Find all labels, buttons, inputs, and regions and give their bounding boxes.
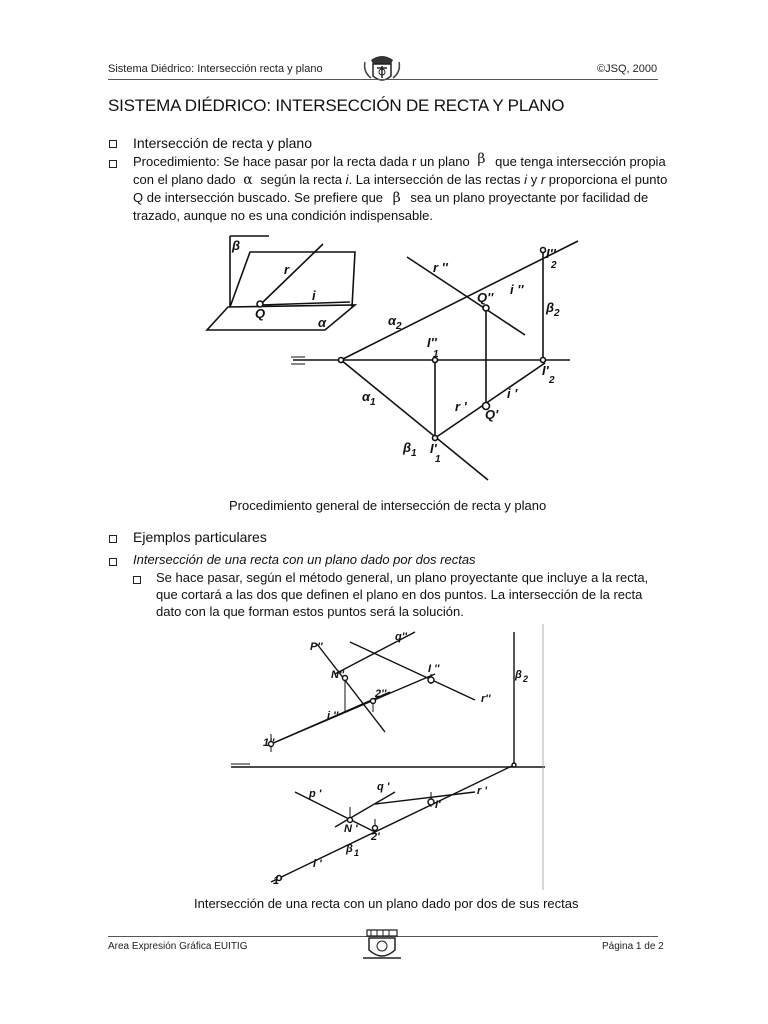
- fig1-I2right: I': [542, 363, 549, 378]
- figure1-caption: Procedimiento general de intersección de recta y plano: [229, 498, 547, 513]
- fig2-i2: i '': [327, 710, 339, 722]
- fig1-I1bot-sub: 1: [435, 454, 441, 465]
- figure-plane-two-lines: [225, 622, 555, 892]
- fig1-Q1: Q': [485, 407, 499, 422]
- figure2-caption: Intersección de una recta con un plano dado por dos de sus rectas: [194, 896, 579, 911]
- fig1-r2: r '': [433, 260, 448, 275]
- fig2-beta1: β: [346, 843, 353, 855]
- procedure-line-1: Procedimiento: Se hace pasar por la recta dada r un plano β que tenga intersección propia: [133, 151, 666, 169]
- fig1-alpha: α: [318, 315, 327, 330]
- page-title: SISTEMA DIÉDRICO: INTERSECCIÓN DE RECTA Y PLANO: [108, 96, 565, 115]
- bullet-intro: Intersección de recta y plano: [133, 135, 312, 151]
- bullet-box: [109, 558, 117, 566]
- bullet-box: [109, 140, 117, 148]
- fig1-alpha1-sub: 1: [370, 397, 376, 408]
- fig2-beta1-sub: 1: [354, 848, 360, 858]
- fig2-one1: 1': [273, 875, 282, 887]
- fig1-i: i: [312, 288, 316, 303]
- fig1-I1top: I'': [427, 335, 437, 350]
- bullet-box: [109, 160, 117, 168]
- fig1-beta1-sub: 1: [411, 448, 417, 459]
- example-subheading: Intersección de una recta con un plano dado por dos rectas: [133, 552, 476, 567]
- crest-logo: [361, 48, 403, 91]
- fig2-N1: N ': [344, 823, 358, 835]
- fig2-q2: q'': [395, 631, 407, 643]
- fig1-i1: i ': [507, 386, 518, 401]
- fig2-r1: r ': [477, 785, 487, 797]
- fig1-Q: Q: [255, 306, 266, 321]
- fig1-r: r: [284, 262, 290, 277]
- fig2-I1: I': [435, 799, 441, 811]
- example-line-2: que cortará a las dos que definen el plano en dos puntos. La intersección de la recta: [156, 587, 643, 602]
- fig2-two2: 2'': [375, 688, 387, 700]
- fig1-I2top: I'': [546, 246, 556, 261]
- fig1-I1bot: I': [430, 441, 437, 456]
- fig2-one2: 1'': [263, 737, 275, 749]
- fig1-Q2: Q'': [477, 290, 494, 305]
- alpha-symbol: α: [243, 172, 253, 188]
- procedure-line-2: con el plano dado α según la recta i. La intersección de las rectas i y r proporciona el punto: [133, 172, 668, 188]
- fig2-q1: q ': [377, 781, 390, 793]
- fig2-beta2: β: [515, 669, 522, 681]
- fig2-I2: I '': [428, 663, 440, 675]
- footer-page-number: Página 1 de 2: [602, 941, 664, 952]
- examples-heading: Ejemplos particulares: [133, 529, 267, 545]
- header-copyright: ©JSQ, 2000: [597, 63, 658, 75]
- fig2-r2: r'': [481, 693, 491, 705]
- fig1-I1top-sub: 1: [433, 349, 439, 360]
- fig2-p1: p ': [309, 788, 322, 800]
- fig2-p2: P'': [310, 641, 323, 653]
- header-rule: [108, 79, 658, 80]
- fig2-beta2-sub: 2: [523, 674, 529, 684]
- fig1-I2right-sub: 2: [549, 375, 555, 386]
- fig1-i2: i '': [510, 282, 524, 297]
- fig2-i1: i ': [313, 858, 322, 870]
- fig1-r1: r ': [455, 399, 467, 414]
- fig1-beta: β: [232, 238, 241, 253]
- fig1-I2top-sub: 2: [551, 260, 557, 271]
- fig2-N2: N'': [331, 669, 345, 681]
- fig1-alpha2-sub: 2: [396, 321, 402, 332]
- beta-symbol: β: [392, 190, 401, 206]
- fig1-beta1: β: [403, 440, 412, 455]
- fig1-beta2-sub: 2: [554, 308, 560, 319]
- figure-general-procedure: [205, 230, 595, 488]
- fig1-alpha1: α: [362, 389, 371, 404]
- procedure-line-4: trazado, aunque no es una condición indispensable.: [133, 208, 433, 223]
- example-line-1: Se hace pasar, según el método general, un plano proyectante que incluye a la recta,: [156, 570, 649, 585]
- bullet-box: [133, 576, 141, 584]
- fig1-beta2: β: [546, 300, 555, 315]
- footer-department: Area Expresión Gráfica EUITIG: [108, 941, 248, 952]
- university-crest-logo: [359, 926, 405, 971]
- beta-symbol: β: [477, 151, 486, 167]
- header-title: Sistema Diédrico: Intersección recta y plano: [108, 63, 323, 75]
- example-line-3: dato con la que forman estos puntos será la solución.: [156, 604, 464, 619]
- fig2-two1: 2': [371, 831, 380, 843]
- bullet-box: [109, 535, 117, 543]
- fig1-alpha2: α: [388, 313, 397, 328]
- procedure-line-3: Q de intersección buscado. Se prefiere que β sea un plano proyectante por facilidad de: [133, 190, 649, 206]
